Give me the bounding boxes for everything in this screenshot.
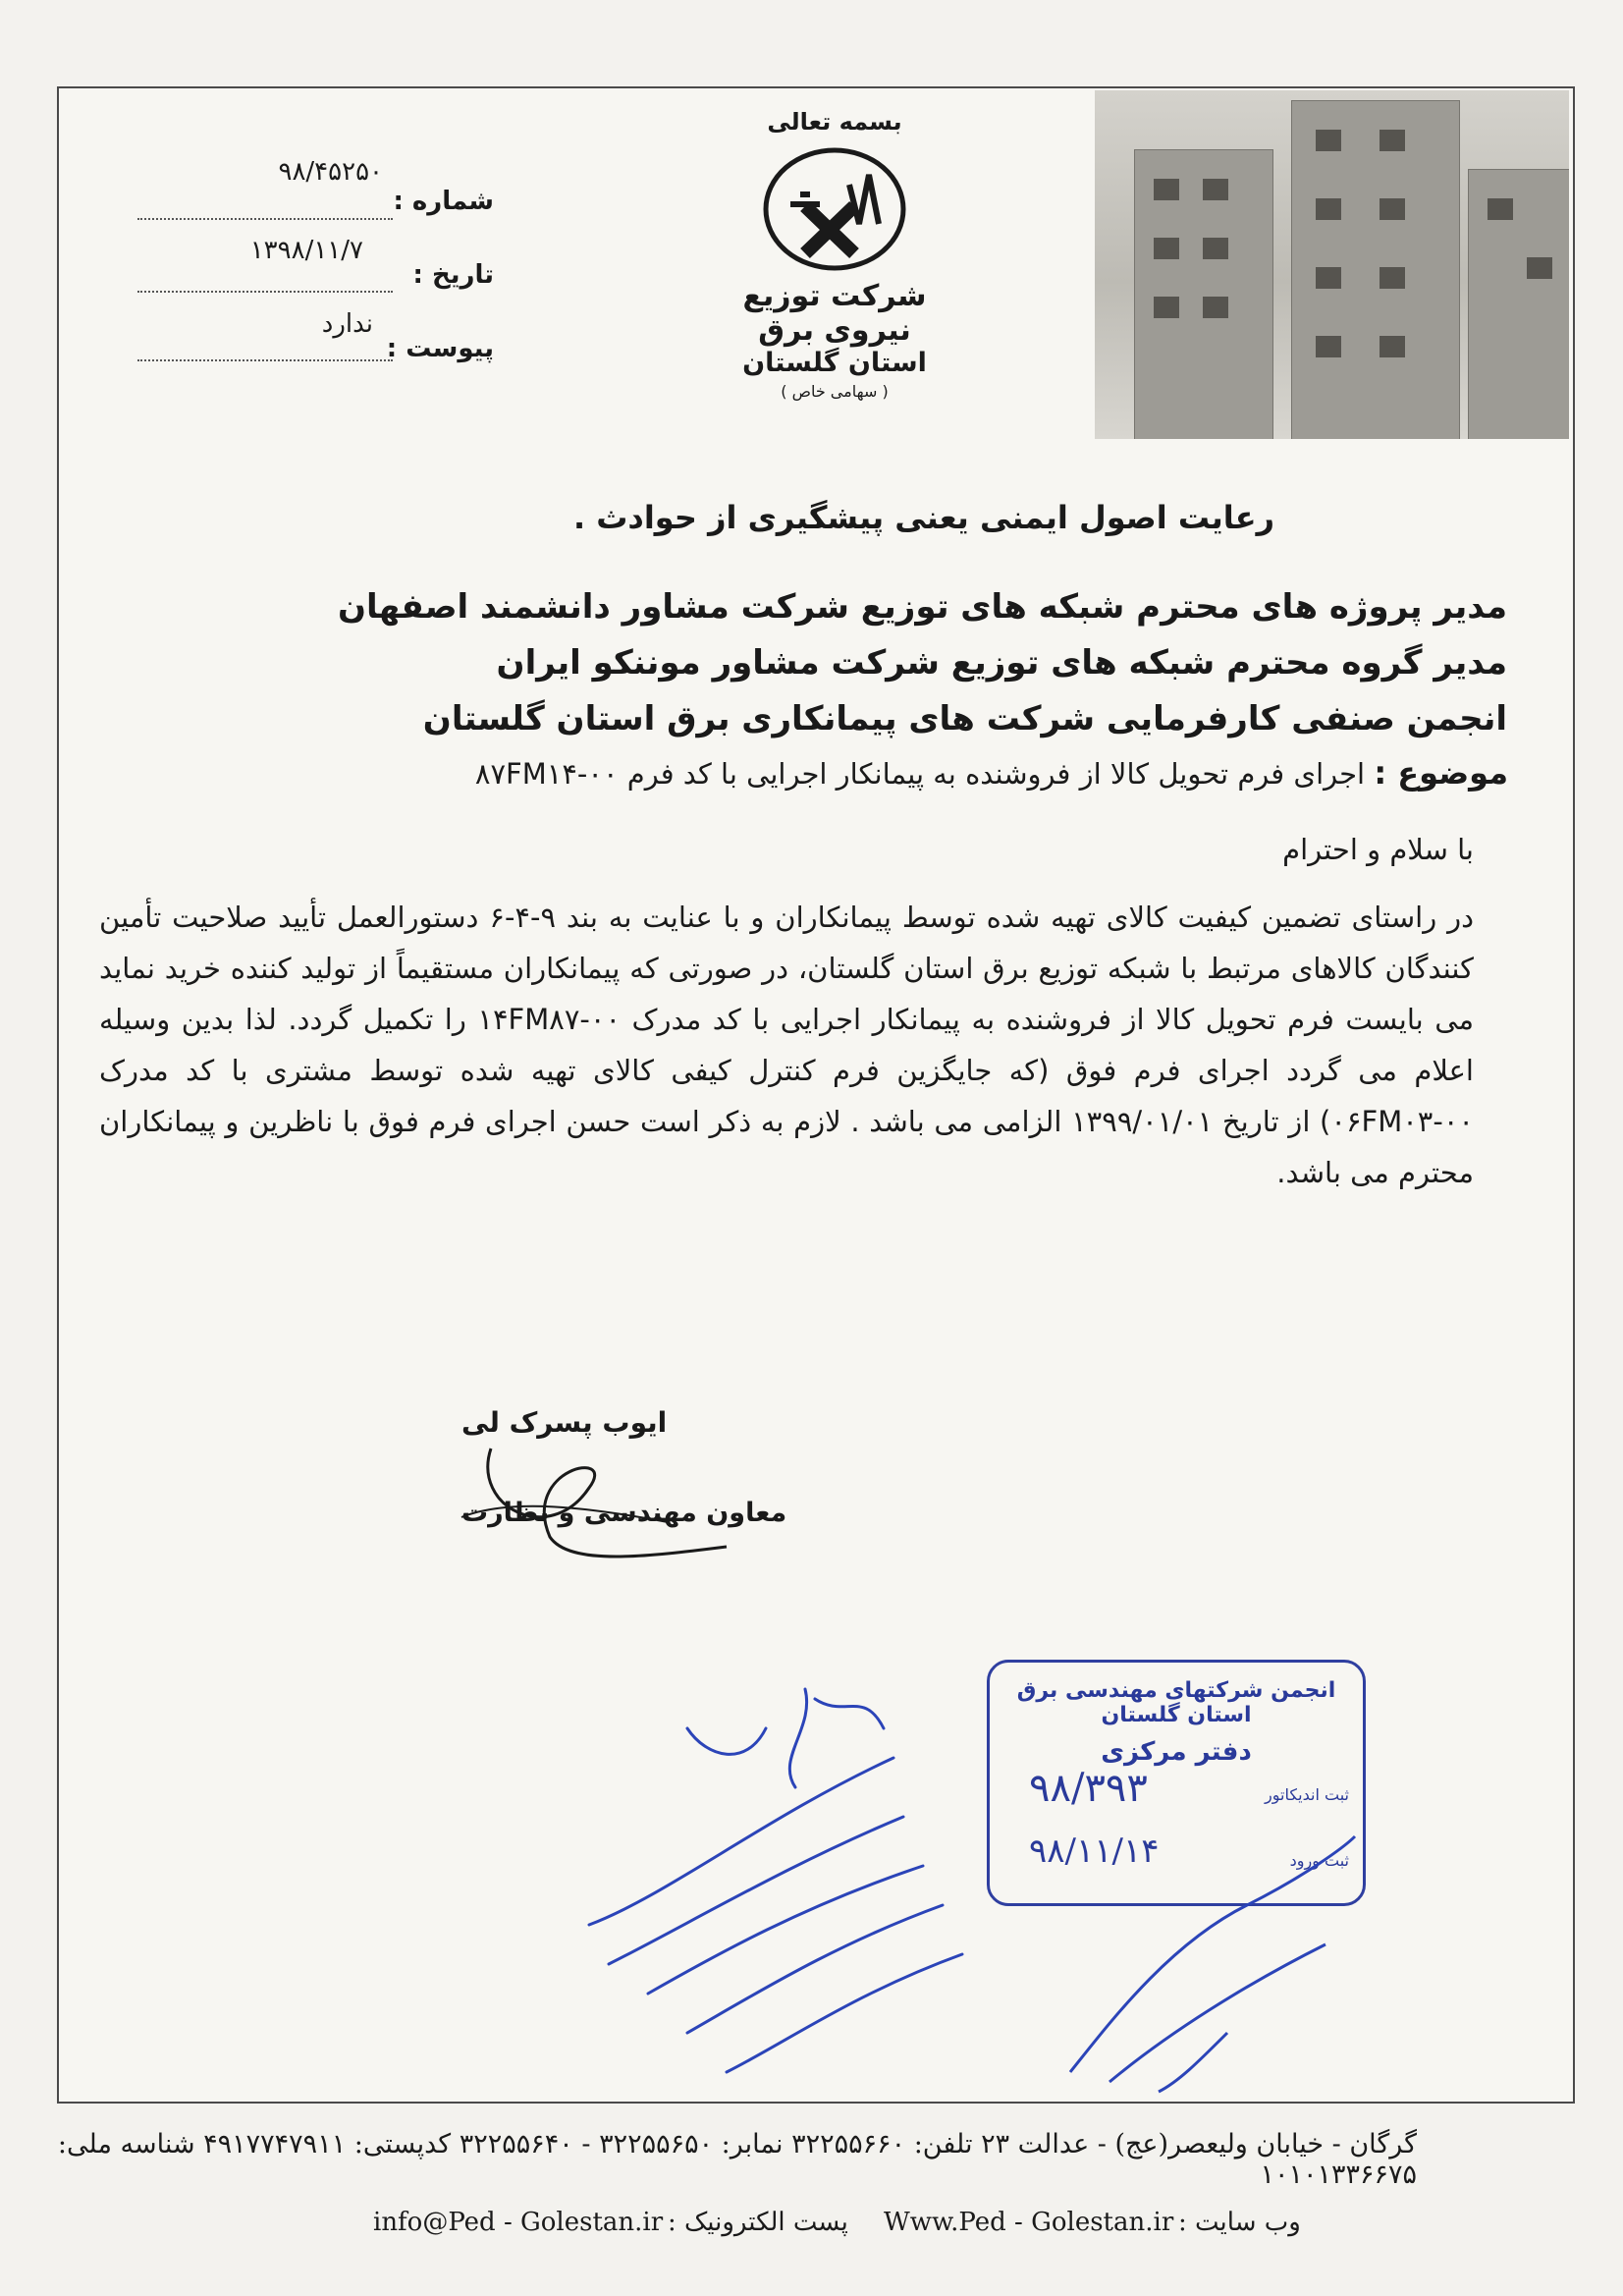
footer-website[interactable]: Www.Ped - Golestan.ir [884,2208,1174,2237]
footer-address: گرگان - خیابان ولیعصر(عج) - عدالت ۲۳ تلفن: ۳۲۲۵۵۶۶۰ نمابر: ۳۲۲۵۵۶۵۰ - ۳۲۲۵۵۶۴۰ کدپستی: ۴۹۱۷۷۴۷۹۱۱ شناسه ملی: ۱۰۱۰۱۳۳۶۶۷۵ [57,2129,1417,2190]
signatory-name: ایوب پسرک لی [461,1406,668,1439]
company-emblem [707,108,962,401]
attachment-dotted-line [137,359,393,361]
date-dotted-line [137,291,393,293]
stamp-reg-label: ثبت اندیکاتور [1265,1785,1349,1804]
letter-date-value: ۱۳۹۸/۱۱/۷ [249,236,363,265]
letter-number-label: شماره : [393,187,494,216]
footer-website-label: وب سایت : [1178,2208,1301,2237]
pen-signature-icon [1051,1827,1375,2102]
subject-line [475,754,1508,792]
company-province: استان گلستان [742,348,927,378]
stamp-reg-number: ۹۸/۳۹۳ [1029,1766,1148,1811]
signatory-title: معاون مهندسی و نظارت [461,1498,787,1528]
company-name: شرکت توزیع نیروی برق [742,279,927,348]
company-logo-icon [761,145,908,273]
handwritten-note-icon [569,1669,992,2102]
footer-email-label: پست الکترونیک : [668,2208,848,2237]
letter-number-value: ۹۸/۴۵۲۵۰ [278,157,383,187]
stamp-organization: انجمن شرکتهای مهندسی برق استان گلستان [1016,1678,1336,1727]
company-type: ( سهامی خاص ) [781,382,889,401]
subject-text: اجرای فرم تحویل کالا از فروشنده به پیمانکار اجرایی با کد فرم ۰۰-۸۷FM۱۴ [474,757,1366,791]
number-dotted-line [137,218,393,220]
stamp-date-value: ۹۸/۱۱/۱۴ [1029,1831,1160,1871]
greeting: با سلام و احترام [1282,833,1474,866]
footer-email[interactable]: info@Ped - Golestan.ir [373,2208,664,2237]
attachment-label: پیوست : [386,334,494,363]
letter-body: در راستای تضمین کیفیت کالای تهیه شده توسط پیمانکاران و با عنایت به بند ۹-۴-۶ دستورالعمل تأیید صلاحیت تأمین کنندگان کالاهای مرتبط با شبکه توزیع برق استان گلستان، در صورتی که پیمانکاران مستقیماً از تولید کننده خرید نماید می بایست فرم تحویل کالا از فروشنده به پیمانکار اجرایی با کد مدرک ۰۰-۱۴FM۸۷ را تکمیل گردد. لذا بدین وسیله اعلام می گردد اجرای فرم فوق (که جایگزین فرم کنترل کیفی کالای تهیه شده توسط مشتری با کد مدرک ۰۰-۰۶FM۰۳) از تاریخ ۱۳۹۹/۰۱/۰۱ الزامی می باشد . لازم به ذکر است حسن اجرای فرم فوق با ناظرین و پیمانکاران محترم می باشد. [99,901,1475,1189]
attachment-value: ندارد [321,309,373,339]
recipient-line-3: انجمن صنفی کارفرمایی شرکت های پیمانکاری برق استان گلستان [422,699,1507,738]
letter-date-label: تاریخ : [412,260,494,290]
stamp-date-label: ثبت ورود [1289,1851,1349,1870]
header-building-photo [1095,90,1569,439]
subject-label: موضوع : [1374,754,1508,792]
safety-slogan: رعایت اصول ایمنی یعنی پیشگیری از حوادث . [572,499,1274,536]
bismillah: بسمه تعالی [767,108,902,136]
recipient-line-2: مدیر گروه محترم شبکه های توزیع شرکت مشاور موننکو ایران [496,643,1507,683]
stamp-office: دفتر مرکزی [1101,1737,1252,1767]
recipient-line-1: مدیر پروژه های محترم شبکه های توزیع شرکت مشاور دانشمند اصفهان [338,587,1507,627]
